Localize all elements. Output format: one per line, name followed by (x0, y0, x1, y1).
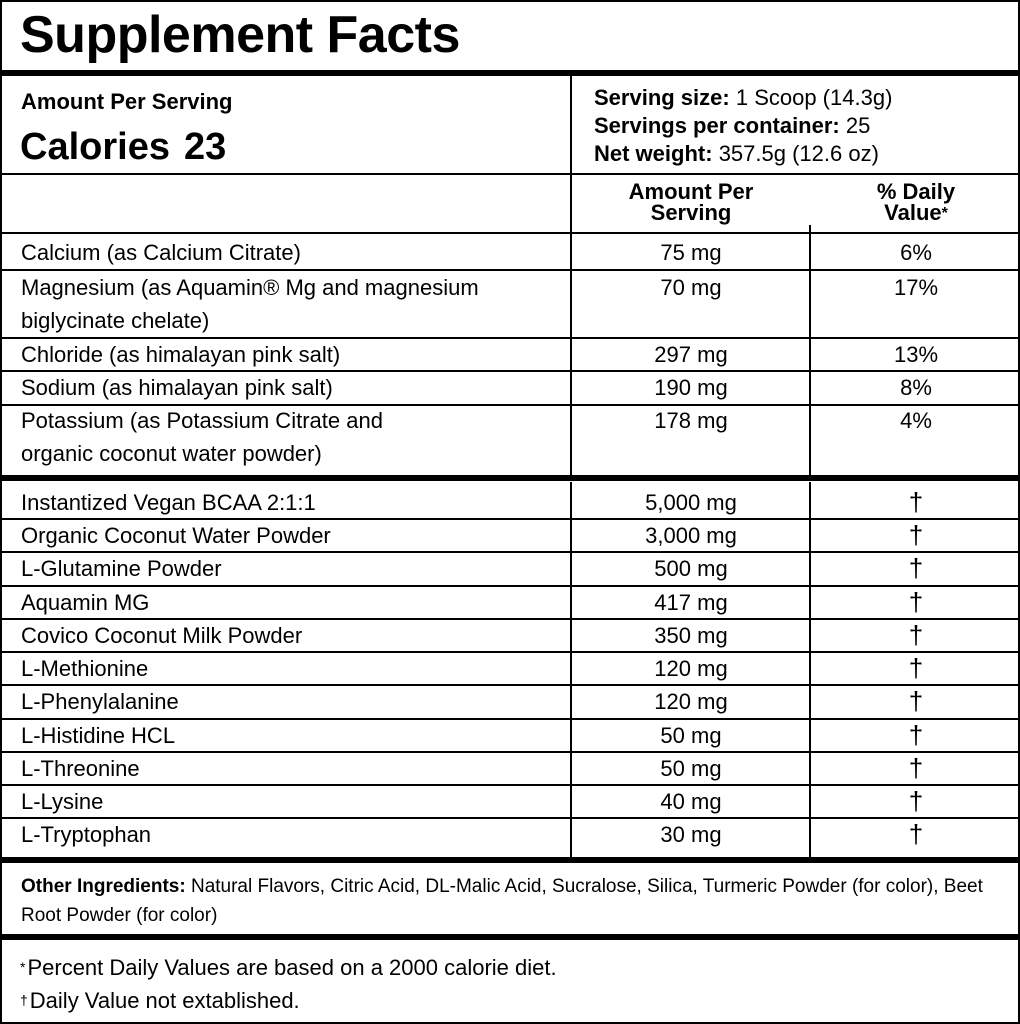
ingredient-daily-value: † (908, 520, 924, 550)
nutrient-amount: 297 mg (654, 342, 728, 367)
ingredient-name: L-Phenylalanine (21, 689, 179, 714)
ingredient-daily-value: † (908, 720, 924, 750)
ingredient-amount: 50 mg (660, 756, 722, 781)
column-header-dv-line1: % Daily (876, 179, 956, 204)
footnote-daily-value (20, 952, 557, 983)
divider-thick-blend (0, 857, 1020, 863)
nutrient-name: Sodium (as himalayan pink salt) (21, 375, 333, 400)
nutrient-amount: 70 mg (660, 275, 722, 300)
ingredient-daily-value: † (908, 786, 924, 816)
serving-size-label: Serving size: (594, 85, 730, 110)
ingredient-daily-value: † (908, 753, 924, 783)
ingredient-name: L-Tryptophan (21, 822, 152, 847)
nutrient-name: Chloride (as himalayan pink salt) (21, 342, 341, 367)
ingredient-daily-value: † (908, 620, 924, 650)
column-header-amount (572, 181, 810, 223)
nutrient-name: Magnesium (as Aquamin® Mg and magnesium (21, 275, 479, 300)
divider-header (0, 173, 1020, 175)
ingredient-amount: 417 mg (654, 590, 728, 615)
ingredient-daily-value: † (908, 587, 924, 617)
ingredient-name: L-Histidine HCL (21, 723, 176, 748)
ingredient-amount: 120 mg (654, 656, 728, 681)
nutrient-daily-value: 13% (893, 342, 939, 367)
nutrient-amount: 178 mg (654, 408, 728, 433)
nutrient-daily-value: 6% (900, 240, 932, 265)
nutrient-amount: 75 mg (660, 240, 722, 265)
ingredient-amount: 3,000 mg (645, 523, 737, 548)
divider-column-header (0, 232, 1020, 234)
amount-per-serving-label: Amount Per Serving (21, 89, 233, 114)
nutrient-daily-value: 17% (893, 275, 939, 300)
other-ingredients-label: Other Ingredients: (21, 876, 186, 897)
other-ingredients-text: Natural Flavors, Citric Acid, DL-Malic Acid, Sucralose, Silica, Turmeric Powder (for color), Beet Root Powder (for color) (21, 876, 983, 926)
calories-value: 23 (183, 126, 227, 168)
ingredient-daily-value: † (908, 553, 924, 583)
ingredient-amount: 40 mg (660, 789, 722, 814)
ingredient-amount: 500 mg (654, 556, 728, 581)
serving-size-value: 1 Scoop (14.3g) (735, 85, 893, 110)
ingredient-name: L-Methionine (21, 656, 149, 681)
ingredient-daily-value: † (908, 686, 924, 716)
column-header-amount-line2: Serving (650, 200, 732, 225)
ingredient-daily-value: † (908, 819, 924, 849)
other-ingredients (21, 872, 1006, 930)
servings-per-container-line (594, 112, 870, 140)
column-header-dv-asterisk: * (941, 205, 948, 222)
ingredient-name: L-Lysine (21, 789, 104, 814)
net-weight-value: 357.5g (12.6 oz) (718, 141, 879, 166)
ingredient-amount: 350 mg (654, 623, 728, 648)
divider-thick-top (0, 70, 1020, 76)
footnote-dagger-text: Daily Value not extablished. (29, 988, 300, 1013)
column-header-amount-line1: Amount Per (628, 179, 754, 204)
ingredient-amount: 5,000 mg (645, 490, 737, 515)
nutrient-daily-value: 4% (900, 408, 932, 433)
nutrient-name-continued: biglycinate chelate) (21, 308, 210, 333)
ingredient-name: Organic Coconut Water Powder (21, 523, 331, 548)
footnote-asterisk: * (20, 959, 26, 975)
nutrient-name: Calcium (as Calcium Citrate) (21, 240, 301, 265)
ingredient-name: Covico Coconut Milk Powder (21, 623, 303, 648)
ingredient-amount: 50 mg (660, 723, 722, 748)
footnote-dv-text: Percent Daily Values are based on a 2000 calorie diet. (27, 955, 557, 980)
servings-per-container-label: Servings per container: (594, 113, 840, 138)
footnote-dagger (20, 985, 300, 1016)
ingredient-name: Instantized Vegan BCAA 2:1:1 (21, 490, 316, 515)
net-weight-label: Net weight: (594, 141, 713, 166)
panel-title: Supplement Facts (20, 6, 460, 64)
ingredient-daily-value: † (908, 487, 924, 517)
column-header-dv-line2: Value (884, 200, 942, 225)
column-header-daily-value (812, 181, 1020, 224)
nutrient-name-continued: organic coconut water powder) (21, 441, 322, 466)
divider-thick-nutrients (0, 475, 1020, 481)
ingredient-name: L-Threonine (21, 756, 140, 781)
nutrient-daily-value: 8% (900, 375, 932, 400)
calories-line (20, 124, 226, 170)
nutrient-amount: 190 mg (654, 375, 728, 400)
footnote-dagger-symbol: † (20, 992, 28, 1008)
divider-thick-footnote (0, 934, 1020, 940)
servings-per-container-value: 25 (845, 113, 871, 138)
ingredient-daily-value: † (908, 653, 924, 683)
ingredient-amount: 120 mg (654, 689, 728, 714)
ingredient-name: Aquamin MG (21, 590, 150, 615)
calories-label: Calories (20, 126, 170, 168)
serving-size-line (594, 84, 892, 112)
nutrient-name: Potassium (as Potassium Citrate and (21, 408, 383, 433)
ingredient-name: L-Glutamine Powder (21, 556, 222, 581)
ingredient-amount: 30 mg (660, 822, 722, 847)
net-weight-line (594, 140, 879, 168)
